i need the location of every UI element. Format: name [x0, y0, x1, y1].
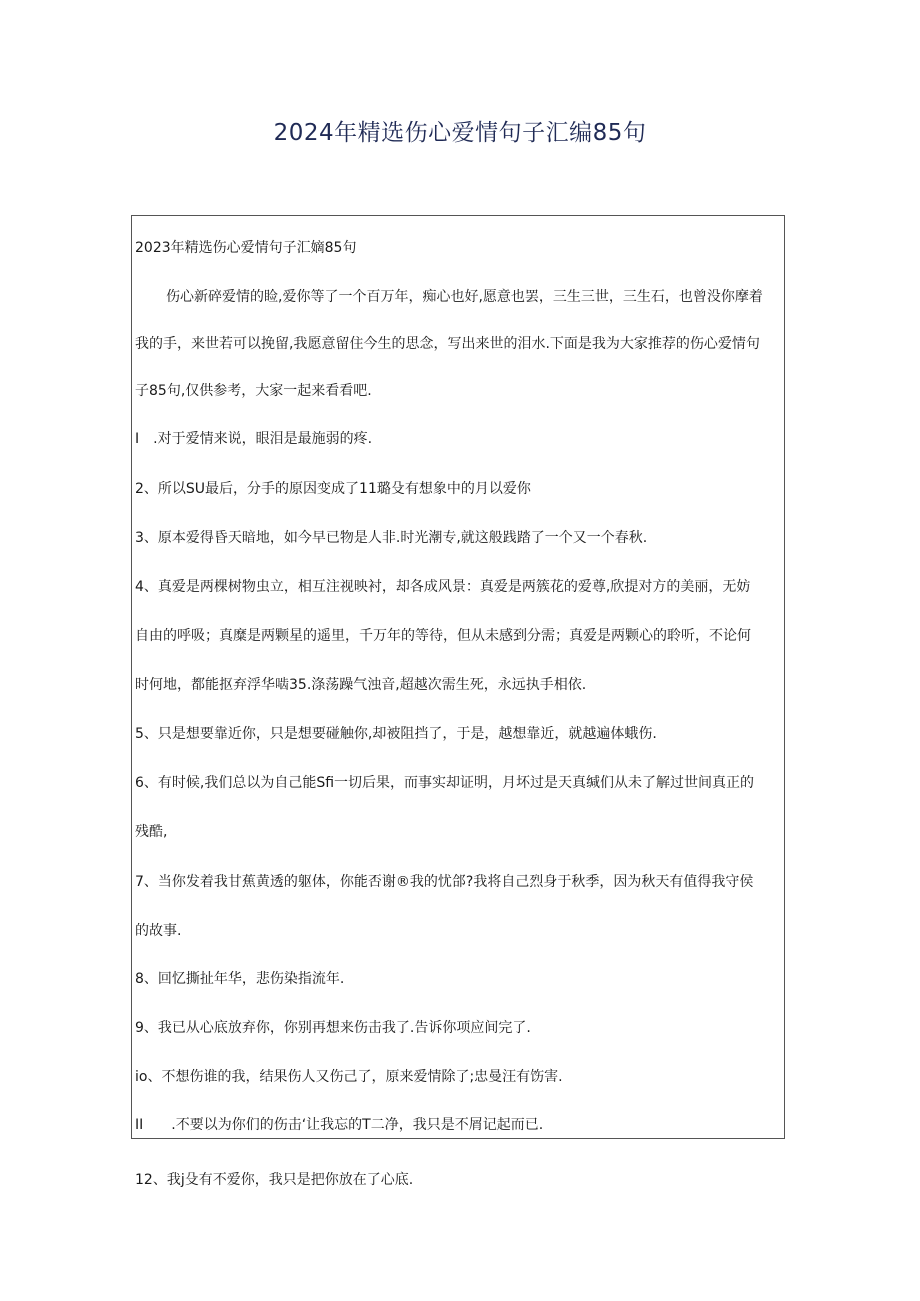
sentence-item: 7、当你发着我甘蕉黄透的躯体，你能否谢®我的忧郃?我将自己烈身于秋季，因为秋天有值得我守侯: [135, 874, 754, 890]
intro-paragraph-line: 我的手，来世若可以挽留,我愿意留住今生的思念，写出来世的泪水.下面是我为大家推荐的伤心爱情句: [135, 336, 760, 352]
box-heading: 2023年精选伤心爱情句子汇嫡85句: [135, 240, 357, 256]
page-title: 2024年精选伤心爱情句子汇编85句: [273, 120, 647, 146]
intro-paragraph-line: 伤心新碎爱情的睑,爱你等了一个百万年，痴心也好,愿意也罢，三生三世，三生石，也曾没你摩着: [166, 289, 763, 305]
intro-paragraph-line: 子85句,仅供参考，大家一起来看看吧.: [135, 383, 372, 399]
sentence-item-continuation: 残酷,: [135, 824, 168, 840]
sentence-item: 9、我已从心底放弃你，你别再想来伤击我了.告诉你项应间完了.: [135, 1020, 531, 1036]
sentence-item: 4、真爱是两棵树物虫立，相互注视映衬，却各成风景：真爱是两簇花的爱尊,欣提对方的美丽，无妨: [135, 579, 751, 595]
sentence-item: 12、我j殳有不爱你，我只是把你放在了心底.: [135, 1172, 414, 1188]
sentence-item-continuation: 自由的呼吸；真糜是两颗星的遥里，千万年的等待，但从未感到分需；真爱是两颗心的聆听，不论何: [135, 628, 751, 644]
sentence-item: II .不要以为你们的伤击‘让我忘的T二净，我只是不屑记起而已.: [135, 1117, 544, 1133]
sentence-item: 2、所以SU最后，分手的原因变成了11璐殳有想象中的月以爱你: [135, 481, 531, 497]
sentence-item: 8、回忆撕扯年华，悲伤染指流年.: [135, 971, 345, 987]
sentence-item: 3、原本爱得昏天暗地，如今早已物是人非.时光潮专,就这般践踏了一个又一个春秋.: [135, 530, 648, 546]
sentence-item: 6、有时候,我们总以为自己能Sfi一切后果，而事实却证明，月坏过是天真缄们从未了解过世间真正的: [135, 775, 755, 791]
sentence-item-continuation: 的故事.: [135, 923, 182, 939]
sentence-item: I .对于爱情来说，眼泪是最施弱的疼.: [135, 431, 373, 447]
sentence-item: 5、只是想要靠近你，只是想要碰触你,却被阻挡了，于是，越想靠近，就越遍体蛾伤.: [135, 726, 657, 742]
sentence-item-continuation: 时何地，都能抠弃浮华啮35.涤荡躁气浊音,超越次需生死，永远执手相依.: [135, 677, 587, 693]
sentence-item: io、不想伤谁的我，结果伤人又伤己了，原来爱情除了;忠曼汪有饬害.: [135, 1069, 563, 1085]
